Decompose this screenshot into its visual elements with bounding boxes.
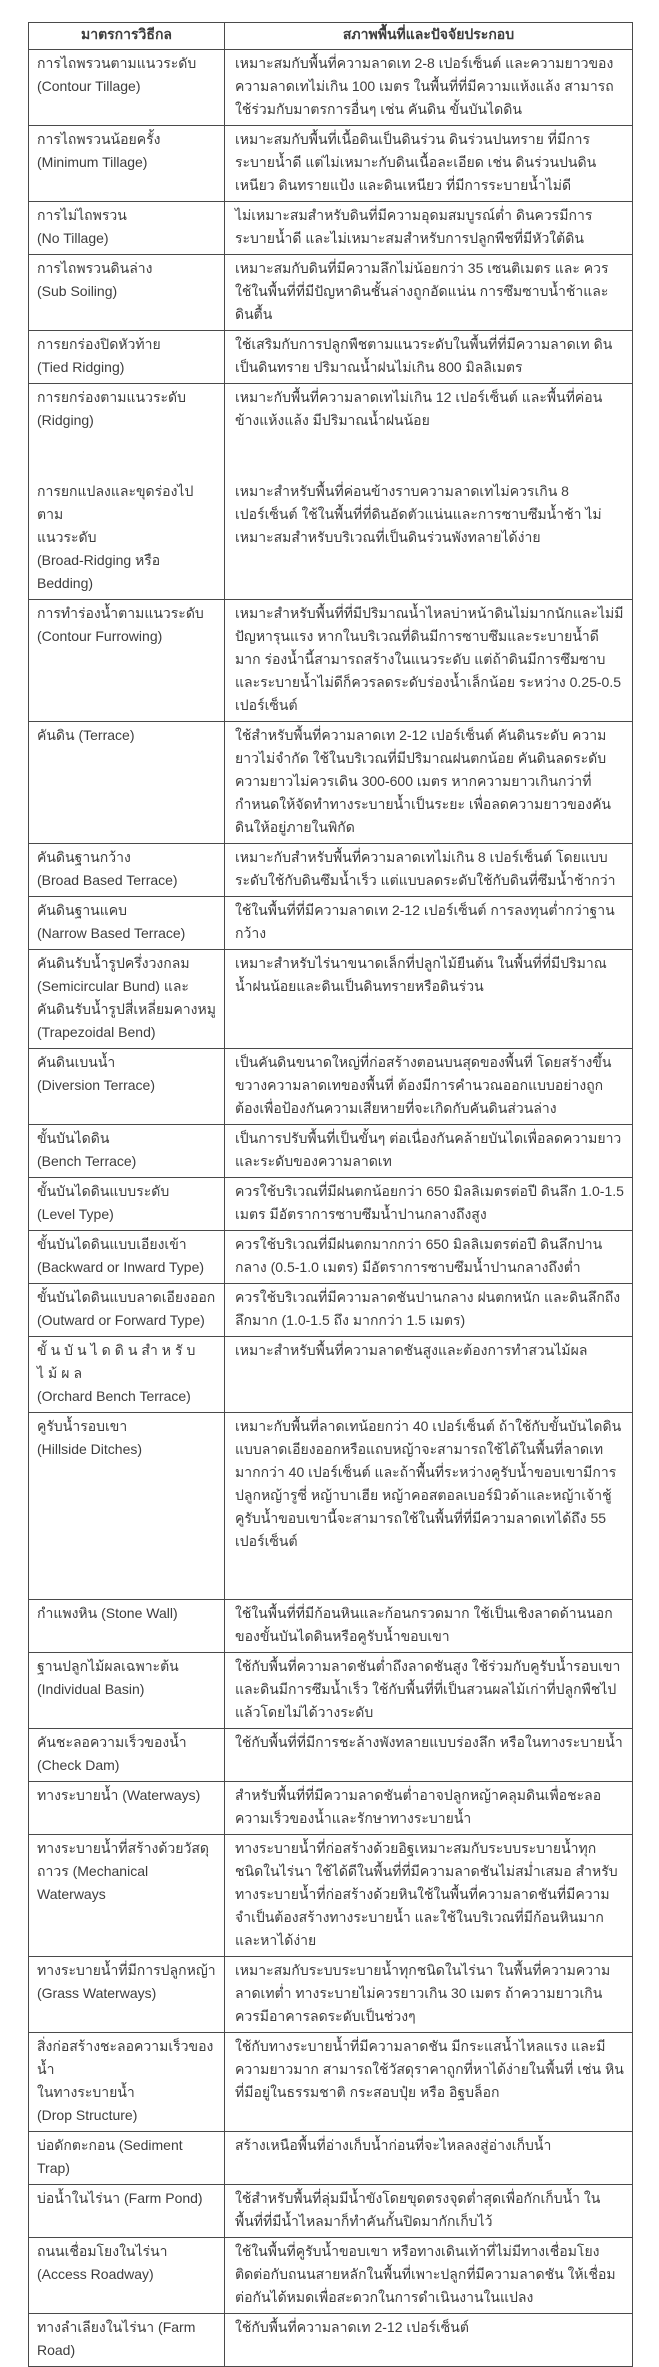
- measure-cell: [29, 897, 225, 950]
- measure-line: (Drop Structure): [37, 2107, 138, 2123]
- measure-line: (Broad Based Terrace): [37, 872, 178, 888]
- header-row: [29, 23, 633, 50]
- table-row: [29, 2185, 633, 2238]
- measure-line: บ่อน้ำในไร่นา (Farm Pond): [37, 2190, 203, 2206]
- table-row: [29, 844, 633, 897]
- table-row: [29, 2314, 633, 2367]
- table-row: [29, 2132, 633, 2185]
- measure-cell: [29, 1125, 225, 1178]
- table-row: [29, 1178, 633, 1231]
- measure-line: ทางระบายน้ำ (Waterways): [37, 1787, 201, 1803]
- table-row: [29, 1125, 633, 1178]
- measure-line: คันดินฐานแคบ: [37, 902, 128, 918]
- measure-line: (Access Roadway): [37, 2266, 154, 2282]
- table-row: [29, 126, 633, 202]
- condition-cell: สร้างเหนือพื้นที่อ่างเก็บน้ำก่อนที่จะไหลลงสู่อ่างเก็บน้ำ: [225, 2132, 633, 2185]
- measure-cell: [29, 722, 225, 844]
- measure-line: (Contour Furrowing): [37, 628, 163, 644]
- measure-cell: [29, 1600, 225, 1653]
- condition-cell: เหมาะสำหรับพื้นที่ค่อนข้างราบความลาดเทไม่ควรเกิน 8 เปอร์เซ็นต์ ใช้ในพื้นที่ที่ดินอัดตัวแน่นและการซาบซึมน้ำช้า ไม่เหมาะสมสำหรับบริเวณที่เป็นดินร่วนพังทลายได้ง่าย: [225, 478, 633, 600]
- measure-cell: [29, 1178, 225, 1231]
- measure-cell: [29, 1782, 225, 1835]
- soil-measures-table: [28, 22, 633, 2367]
- measure-line: การทำร่องน้ำตามแนวระดับ: [37, 605, 204, 621]
- condition-cell: ไม่เหมาะสมสำหรับดินที่มีความอุดมสมบูรณ์ต่ำ ดินควรมีการระบายน้ำดี และไม่เหมาะสมสำหรับการปลูกพืชที่มีหัวใต้ดิน: [225, 202, 633, 255]
- measure-line: ทางระบายน้ำที่มีการปลูกหญ้า: [37, 1962, 216, 1978]
- condition-cell: เหมาะสำหรับพื้นที่ที่มีปริมาณน้ำไหลบ่าหน้าดินไม่มากนักและไม่มีปัญหารุนแรง หากในบริเวณที่ดินมีการซาบซึมและระบายน้ำดีมาก ร่องน้ำนี้สามารถสร้างในแนวระดับ แต่ถ้าดินมีการซึมซาบและระบายน้ำไม่ดีก็ควรลดระดับร่องน้ำเล็กน้อย ระหว่าง 0.25-0.5 เปอร์เซ็นต์: [225, 600, 633, 722]
- table-row: [29, 1782, 633, 1835]
- measure-line: (Hillside Ditches): [37, 1441, 143, 1457]
- table-row: [29, 2033, 633, 2132]
- measure-cell: [29, 950, 225, 1049]
- measure-line: คันดิน (Terrace): [37, 727, 135, 743]
- table-row: [29, 950, 633, 1049]
- measure-cell: [29, 1957, 225, 2033]
- measure-line: ขั้นบันไดดิน: [37, 1130, 110, 1146]
- condition-cell: เหมาะกับสำหรับพื้นที่ความลาดเทไม่เกิน 8 เปอร์เซ็นต์ โดยแบบระดับใช้กับดินซึมน้ำเร็ว แต่แบบลดระดับใช้กับดินที่ซึมน้ำช้ากว่า: [225, 844, 633, 897]
- condition-cell: ใช้ในพื้นที่คูรับน้ำขอบเขา หรือทางเดินเท้าที่ไม่มีทางเชื่อมโยงติดต่อกับถนนสายหลักในพื้นที่เพาะปลูกที่มีความลาดชัน ให้เชื่อมต่อกันได้หมดเพื่อสะดวกในการดำเนินงานในแปลง: [225, 2238, 633, 2314]
- measure-line: คูรับน้ำรอบเขา: [37, 1418, 128, 1434]
- measure-cell: [29, 844, 225, 897]
- measure-cell: [29, 2033, 225, 2132]
- measure-cell: [29, 600, 225, 722]
- measure-cell: [29, 1729, 225, 1782]
- table-row: [29, 1049, 633, 1125]
- measure-line: (Tied Ridging): [37, 359, 125, 375]
- measure-line: (Check Dam): [37, 1757, 120, 1773]
- measure-line: ทางระบายน้ำที่สร้างด้วยวัสดุ: [37, 1840, 209, 1856]
- measure-line: ขั้นบันไดดินแบบลาดเอียงออก: [37, 1289, 216, 1305]
- measure-line: ฐานปลูกไม้ผลเฉพาะต้น: [37, 1658, 179, 1674]
- measure-line: ขั้นบันไดดินแบบเอียงเข้า: [37, 1236, 187, 1252]
- condition-cell: ใช้กับพื้นที่ที่มีการชะล้างพังทลายแบบร่องลึก หรือในทางระบายน้ำ: [225, 1729, 633, 1782]
- measure-line: กำแพงหิน (Stone Wall): [37, 1605, 178, 1621]
- measure-line: ในทางระบายน้ำ: [37, 2084, 135, 2100]
- header-condition: สภาพพื้นที่และปัจจัยประกอบ: [225, 23, 633, 50]
- measure-cell: [29, 1231, 225, 1284]
- measure-cell: [29, 1653, 225, 1729]
- table-row: [29, 478, 633, 600]
- measure-line: (No Tillage): [37, 230, 109, 246]
- measure-line: (Level Type): [37, 1206, 114, 1222]
- measure-line: คันดินรับน้ำรูปครึ่งวงกลม: [37, 955, 190, 971]
- measure-line: การยกแปลงและขุดร่องไปตาม: [37, 483, 194, 522]
- measure-line: การไม่ไถพรวน: [37, 207, 127, 223]
- table-row: [29, 1231, 633, 1284]
- table-row: [29, 50, 633, 126]
- table-row: [29, 2238, 633, 2314]
- measure-line: (Sub Soiling): [37, 283, 118, 299]
- condition-cell: ใช้กับพื้นที่ความลาดชันต่ำถึงลาดชันสูง ใช้ร่วมกับคูรับน้ำรอบเขาและดินมีการซึมน้ำเร็ว ใช้กับพื้นที่ที่เป็นสวนผลไม้เก่าที่ปลูกพืชไปแล้วโดยไม่ได้วางระดับ: [225, 1653, 633, 1729]
- table-row: [29, 1413, 633, 1600]
- measure-cell: [29, 50, 225, 126]
- condition-cell: เหมาะสำหรับไร่นาขนาดเล็กที่ปลูกไม้ยืนต้น ในพื้นที่ที่มีปริมาณน้ำฝนน้อยและดินเป็นดินทรายหรือดินร่วน: [225, 950, 633, 1049]
- table-header: [29, 23, 633, 50]
- table-body: [29, 50, 633, 2367]
- measure-cell: [29, 126, 225, 202]
- measure-cell: [29, 1413, 225, 1600]
- condition-cell: เหมาะกับพื้นที่ลาดเทน้อยกว่า 40 เปอร์เซ็นต์ ถ้าใช้กับขั้นบันไดดินแบบลาดเอียงออกหรือแถบหญ้าจะสามารถใช้ได้ในพื้นที่ลาดเทมากกว่า 40 เปอร์เซ็นต์ และถ้าพื้นที่ระหว่างคูรับน้ำขอบเขามีการปลูกหญ้ารูซี่ หญ้าบาเฮีย หญ้าคอสตอลเบอร์มิวด้าและหญ้าเจ้าชู้ คูรับน้ำขอบเขานี้จะสามารถใช้ในพื้นที่ที่มีความลาดเทได้ถึง 55 เปอร์เซ็นต์: [225, 1413, 633, 1600]
- condition-cell: ควรใช้บริเวณที่มีฝนตกมากกว่า 650 มิลลิเมตรต่อปี ดินลึกปานกลาง (0.5-1.0 เมตร) มีอัตราการซาบซึมน้ำปานกลางถึงต่ำ: [225, 1231, 633, 1284]
- measure-cell: [29, 1835, 225, 1957]
- table-row: [29, 1835, 633, 1957]
- condition-cell: สำหรับพื้นที่ที่มีความลาดชันต่ำอาจปลูกหญ้าคลุมดินเพื่อชะลอความเร็วของน้ำและรักษาทางระบายน้ำ: [225, 1782, 633, 1835]
- condition-cell: เหมาะสมกับพื้นที่เนื้อดินเป็นดินร่วน ดินร่วนปนทราย ที่มีการระบายน้ำดี แต่ไม่เหมาะกับดินเนื้อละเอียด เช่น ดินร่วนปนดินเหนียว ดินทรายแป้ง และดินเหนียว ที่มีการระบายน้ำไม่ดี: [225, 126, 633, 202]
- condition-cell: ใช้สำหรับพื้นที่ลุ่มมีน้ำขังโดยขุดตรงจุดต่ำสุดเพื่อกักเก็บน้ำ ในพื้นที่ที่มีน้ำไหลมาก็ทำคันกั้นปิดมากักเก็บไว้: [225, 2185, 633, 2238]
- measure-cell: [29, 1284, 225, 1337]
- condition-cell: เหมาะสำหรับพื้นที่ความลาดชันสูงและต้องการทำสวนไม้ผล: [225, 1337, 633, 1413]
- measure-line: (Minimum Tillage): [37, 154, 148, 170]
- measure-line: (Backward or Inward Type): [37, 1259, 205, 1275]
- measure-line: การไถพรวนน้อยครั้ง: [37, 131, 161, 147]
- measure-cell: [29, 331, 225, 384]
- table-row: [29, 255, 633, 331]
- measure-line: การไถพรวนตามแนวระดับ: [37, 55, 197, 71]
- measure-cell: [29, 1049, 225, 1125]
- condition-cell: เป็นการปรับพื้นที่เป็นขั้นๆ ต่อเนื่องกันคล้ายบันไดเพื่อลดความยาวและระดับของความลาดเท: [225, 1125, 633, 1178]
- measure-line: (Broad-Ridging หรือ Bedding): [37, 552, 161, 591]
- condition-cell: เหมาะสมกับพื้นที่ความลาดเท 2-8 เปอร์เซ็นต์ และความยาวของความลาดเทไม่เกิน 100 เมตร ในพื้นที่ที่มีความแห้งแล้ง สามารถใช้ร่วมกับมาตรการอื่นๆ เช่น คันดิน ขั้นบันไดดิน: [225, 50, 633, 126]
- condition-cell: เหมาะกับพื้นที่ความลาดเทไม่เกิน 12 เปอร์เซ็นต์ และพื้นที่ค่อนข้างแห้งแล้ง มีปริมาณน้ำฝนน้อย: [225, 384, 633, 479]
- measure-line: (Semicircular Bund) และ: [37, 978, 189, 994]
- measure-line: แนวระดับ: [37, 529, 97, 545]
- condition-cell: ใช้สำหรับพื้นที่ความลาดเท 2-12 เปอร์เซ็นต์ คันดินระดับ ความยาวไม่จำกัด ใช้ในบริเวณที่มีปริมาณฝนตกน้อย คันดินลดระดับ ความยาวไม่ควรเดิน 300-600 เมตร หากความยาวเกินกว่าที่กำหนดให้จัดทำทางระบายน้ำเป็นระยะ เพื่อลดความยาวของคันดินให้อยู่ภายในพิกัด: [225, 722, 633, 844]
- table-row: [29, 600, 633, 722]
- measure-line: การไถพรวนดินล่าง: [37, 260, 153, 276]
- measure-cell: [29, 1337, 225, 1413]
- measure-line: คันดินเบนน้ำ: [37, 1054, 116, 1070]
- condition-cell: เป็นคันดินขนาดใหญ่ที่ก่อสร้างตอนบนสุดของพื้นที่ โดยสร้างขึ้นขวางความลาดเทของพื้นที่ ต้องมีการคำนวณออกแบบอย่างถูกต้องเพื่อป้องกันความเสียหายที่จะเกิดกับคันดินส่วนล่าง: [225, 1049, 633, 1125]
- measure-line: (Ridging): [37, 412, 94, 428]
- measure-cell: [29, 2238, 225, 2314]
- measure-line: คันดินรับน้ำรูปสี่เหลี่ยมคางหมู: [37, 1001, 216, 1017]
- measure-line: การยกร่องตามแนวระดับ: [37, 389, 186, 405]
- table-row: [29, 722, 633, 844]
- measure-cell: [29, 2314, 225, 2367]
- measure-cell: [29, 202, 225, 255]
- table-row: [29, 1653, 633, 1729]
- table-row: [29, 202, 633, 255]
- measure-line: สิ่งก่อสร้างชะลอความเร็วของน้ำ: [37, 2038, 214, 2077]
- condition-cell: เหมาะสมกับระบบระบายน้ำทุกชนิดในไร่นา ในพื้นที่ความความลาดเทต่ำ ทางระบายไม่ควรยาวเกิน 30 เมตร ถ้าความยาวเกินควรมีอาคารลดระดับเป็นช่วงๆ: [225, 1957, 633, 2033]
- measure-line: ขั้นบันไดดินสำหรับไม้ผล: [37, 1342, 200, 1381]
- measure-line: (Narrow Based Terrace): [37, 925, 186, 941]
- header-measure: มาตรการวิธีกล: [29, 23, 225, 50]
- condition-cell: ใช้กับพื้นที่ความลาดเท 2-12 เปอร์เซ็นต์: [225, 2314, 633, 2367]
- condition-cell: ควรใช้บริเวณที่มีความลาดชันปานกลาง ฝนตกหนัก และดินลึกถึงลึกมาก (1.0-1.5 ถึง มากกว่า 1.5 เมตร): [225, 1284, 633, 1337]
- condition-cell: ใช้เสริมกับการปลูกพืชตามแนวระดับในพื้นที่ที่มีความลาดเท ดินเป็นดินทราย ปริมาณน้ำฝนไม่เกิน 800 มิลลิเมตร: [225, 331, 633, 384]
- table-row: [29, 897, 633, 950]
- table-row: [29, 331, 633, 384]
- measure-cell: [29, 2185, 225, 2238]
- condition-cell: เหมาะสมกับดินที่มีความลึกไม่น้อยกว่า 35 เซนติเมตร และ ควรใช้ในพื้นที่ที่มีปัญหาดินชั้นล่างถูกอัดแน่น การซึมซาบน้ำช้าและดินตื้น: [225, 255, 633, 331]
- measure-line: ขั้นบันไดดินแบบระดับ: [37, 1183, 170, 1199]
- condition-cell: ควรใช้บริเวณที่มีฝนตกน้อยกว่า 650 มิลลิเมตรต่อปี ดินลึก 1.0-1.5 เมตร มีอัตราการซาบซึมน้ำปานกลางถึงสูง: [225, 1178, 633, 1231]
- table-row: [29, 1600, 633, 1653]
- measure-line: ทางลำเลียงในไร่นา (Farm Road): [37, 2319, 196, 2358]
- measure-line: (Bench Terrace): [37, 1153, 137, 1169]
- measure-cell: [29, 384, 225, 479]
- measure-line: การยกร่องปิดหัวท้าย: [37, 336, 161, 352]
- condition-cell: ใช้ในพื้นที่ที่มีความลาดเท 2-12 เปอร์เซ็นต์ การลงทุนต่ำกว่าฐานกว้าง: [225, 897, 633, 950]
- measure-line: (Grass Waterways): [37, 1985, 157, 2001]
- measure-line: คันชะลอความเร็วของน้ำ: [37, 1734, 187, 1750]
- measure-line: คันดินฐานกว้าง: [37, 849, 131, 865]
- measure-cell: [29, 2132, 225, 2185]
- measure-line: (Individual Basin): [37, 1681, 145, 1697]
- table-row: [29, 1957, 633, 2033]
- measure-line: (Diversion Terrace): [37, 1077, 155, 1093]
- table-row: [29, 1337, 633, 1413]
- measure-line: (Contour Tillage): [37, 78, 141, 94]
- measure-line: ถนนเชื่อมโยงในไร่นา: [37, 2243, 168, 2259]
- measure-cell: [29, 255, 225, 331]
- measure-line: (Trapezoidal Bend): [37, 1024, 156, 1040]
- condition-cell: ใช้ในพื้นที่ที่มีก้อนหินและก้อนกรวดมาก ใช้เป็นเชิงลาดด้านนอกของขั้นบันไดดินหรือคูรับน้ำขอบเขา: [225, 1600, 633, 1653]
- measure-line: (Orchard Bench Terrace): [37, 1388, 191, 1404]
- table-row: [29, 1729, 633, 1782]
- condition-cell: ทางระบายน้ำที่ก่อสร้างด้วยอิฐเหมาะสมกับระบบระบายน้ำทุกชนิดในไร่นา ใช้ได้ดีในพื้นที่ที่มีความลาดชันไม่สม่ำเสมอ สำหรับทางระบายน้ำที่ก่อสร้างด้วยหินใช้ในพื้นที่ความลาดชันที่มีความจำเป็นต้องสร้างทางระบายน้ำ และใช้ในบริเวณที่มีก้อนหินมากและหาได้ง่าย: [225, 1835, 633, 1957]
- condition-cell: ใช้กับทางระบายน้ำที่มีความลาดชัน มีกระแสน้ำไหลแรง และมีความยาวมาก สามารถใช้วัสดุราคาถูกที่หาได้ง่ายในพื้นที่ เช่น หินที่มีอยู่ในธรรมชาติ กระสอบปุ๋ย หรือ อิฐบล็อก: [225, 2033, 633, 2132]
- measure-line: (Outward or Forward Type): [37, 1312, 205, 1328]
- measure-line: บ่อดักตะกอน (Sediment Trap): [37, 2137, 183, 2176]
- measure-line: ถาวร (Mechanical Waterways: [37, 1863, 149, 1902]
- table-row: [29, 384, 633, 479]
- table-row: [29, 1284, 633, 1337]
- measure-cell: [29, 478, 225, 600]
